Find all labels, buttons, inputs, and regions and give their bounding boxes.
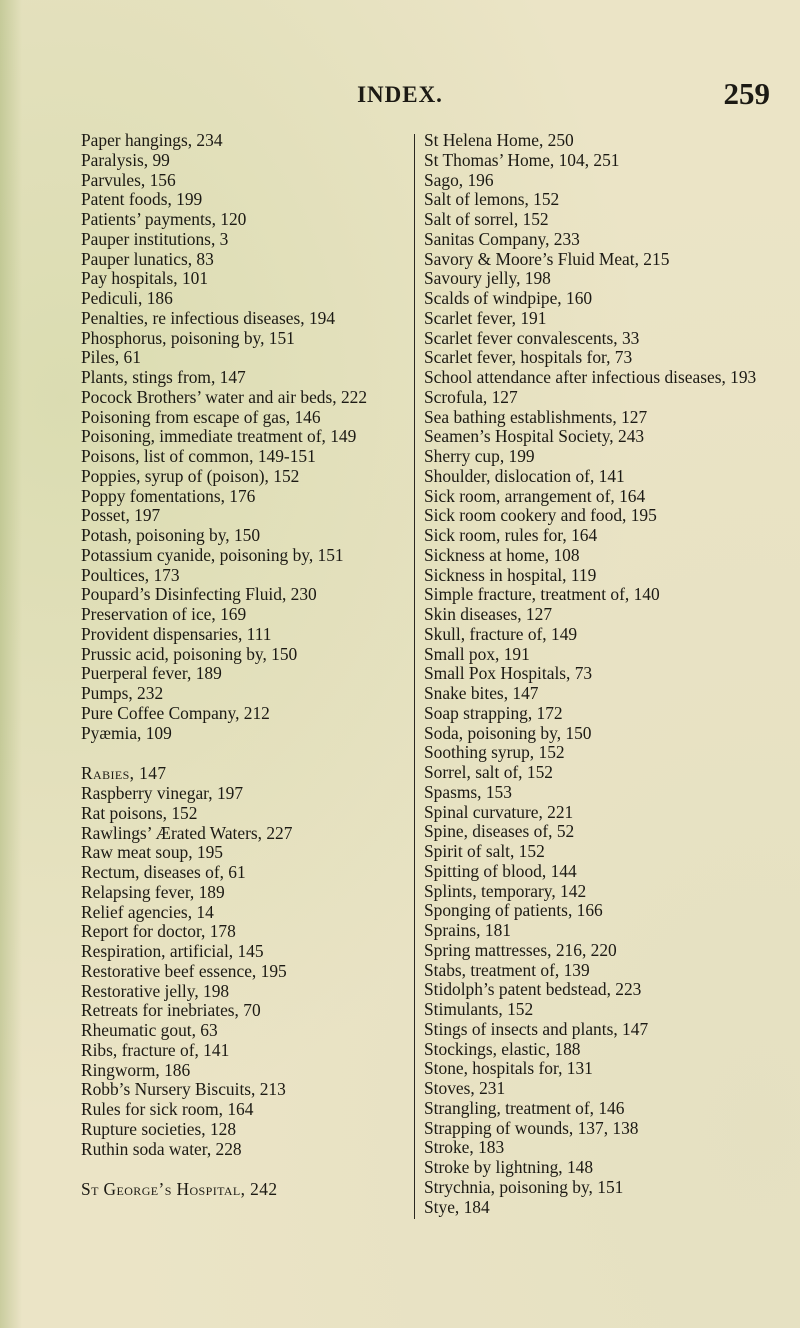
index-entry: Scarlet fever, 191 [424, 307, 547, 328]
index-entry: Pure Coffee Company, 212 [81, 702, 270, 723]
index-entry: Relapsing fever, 189 [81, 881, 225, 902]
index-entry: Potassium cyanide, poisoning by, 151 [81, 544, 344, 565]
index-entry: Pay hospitals, 101 [81, 268, 209, 289]
index-entry: Puerperal fever, 189 [81, 663, 222, 684]
index-entry: Sickness in hospital, 119 [424, 564, 597, 585]
index-entry: Strapping of wounds, 137, 138 [424, 1117, 639, 1138]
index-entry: Sea bathing establishments, 127 [424, 406, 648, 427]
index-entry: Penalties, re infectious diseases, 194 [81, 307, 336, 328]
index-entry: Strychnia, poisoning by, 151 [424, 1176, 624, 1197]
index-entry: Stings of insects and plants, 147 [424, 1018, 649, 1039]
index-entry: Savory & Moore’s Fluid Meat, 215 [424, 248, 670, 269]
index-entry: Poisoning from escape of gas, 146 [81, 406, 321, 427]
index-entry: Salt of lemons, 152 [424, 189, 560, 210]
index-entry: Sponging of patients, 166 [424, 900, 603, 921]
index-entry: Rawlings’ Ærated Waters, 227 [81, 822, 293, 843]
index-entry: Rabies, 147 [81, 763, 167, 784]
index-entry: St Thomas’ Home, 104, 251 [424, 149, 620, 170]
index-entry: Restorative beef essence, 195 [81, 960, 287, 981]
index-entry: Splints, temporary, 142 [424, 880, 587, 901]
index-entry: Stoves, 231 [424, 1078, 506, 1098]
index-entry: Respiration, artificial, 145 [81, 941, 264, 961]
index-entry: Spitting of blood, 144 [424, 860, 577, 881]
index-entry: Stimulants, 152 [424, 999, 534, 1019]
column-divider [414, 134, 415, 1219]
index-entry: Snake bites, 147 [424, 683, 539, 703]
index-entry: Piles, 61 [81, 347, 141, 368]
index-entry: Report for doctor, 178 [81, 921, 236, 942]
index-entry: Stroke by lightning, 148 [424, 1157, 594, 1177]
index-entry: Stidolph’s patent bedstead, 223 [424, 979, 642, 1000]
index-entry: Soap strapping, 172 [424, 702, 563, 723]
page-number: 259 [723, 76, 770, 111]
index-entry: Poultices, 173 [81, 564, 180, 585]
index-entry: Soothing syrup, 152 [424, 742, 565, 763]
index-entry: Stockings, elastic, 188 [424, 1038, 581, 1059]
index-entry: Rectum, diseases of, 61 [81, 862, 246, 882]
index-entry: Strangling, treatment of, 146 [424, 1097, 625, 1118]
index-entry: Spinal curvature, 221 [424, 801, 574, 822]
index-entry: Phosphorus, poisoning by, 151 [81, 327, 295, 348]
page-title: INDEX. [357, 82, 443, 107]
index-entry: Provident dispensaries, 111 [81, 623, 272, 644]
index-entry: Poppy fomentations, 176 [81, 485, 256, 506]
index-entry: Simple fracture, treatment of, 140 [424, 584, 660, 605]
index-entry: Parvules, 156 [81, 169, 176, 190]
index-entry: Sanitas Company, 233 [424, 228, 580, 249]
index-entry: Preservation of ice, 169 [81, 604, 247, 624]
index-entry: Stroke, 183 [424, 1137, 505, 1158]
index-entry: Pocock Brothers’ water and air beds, 222 [81, 386, 368, 407]
index-entry: Robb’s Nursery Biscuits, 213 [81, 1079, 286, 1100]
index-entry: Poppies, syrup of (poison), 152 [81, 465, 300, 486]
index-entry: Ringworm, 186 [81, 1059, 191, 1080]
index-group-r [81, 764, 403, 1159]
index-entry: Sago, 196 [424, 169, 494, 190]
index-entry: Rat poisons, 152 [81, 802, 198, 823]
index-entry: Rules for sick room, 164 [81, 1099, 254, 1119]
index-entry: Skin diseases, 127 [424, 604, 553, 624]
index-entry: Raspberry vinegar, 197 [81, 783, 244, 803]
index-entry: Spasms, 153 [424, 781, 512, 802]
index-entry: Stye, 184 [424, 1196, 490, 1217]
index-entry: Sick room, arrangement of, 164 [424, 485, 646, 506]
index-entry: Small pox, 191 [424, 643, 530, 664]
index-entry: Prussic acid, poisoning by, 150 [81, 643, 298, 664]
right-column [424, 131, 788, 1217]
index-group-st [81, 1180, 403, 1200]
index-entry: Poisons, list of common, 149-151 [81, 446, 316, 466]
index-entry: Sprains, 181 [424, 920, 511, 940]
index-entry: Posset, 197 [81, 505, 161, 526]
index-entry: Spine, diseases of, 52 [424, 821, 575, 842]
index-entry: Ribs, fracture of, 141 [81, 1039, 230, 1060]
index-entry: Sick room cookery and food, 195 [424, 505, 657, 526]
index-entry: Poisoning, immediate treatment of, 149 [81, 426, 357, 447]
index-entry: Sickness at home, 108 [424, 544, 580, 565]
index-entry: Ruthin soda water, 228 [81, 1138, 242, 1159]
group-spacer [81, 743, 403, 764]
index-entry: Salt of sorrel, 152 [424, 209, 549, 229]
index-entry: St Helena Home, 250 [424, 130, 574, 150]
index-entry: St George’s Hospital, 242 [81, 1179, 278, 1200]
index-entry: Sherry cup, 199 [424, 446, 535, 466]
index-entry: Sorrel, salt of, 152 [424, 762, 553, 782]
index-entry: Pauper lunatics, 83 [81, 248, 214, 269]
index-entry: Pauper institutions, 3 [81, 228, 229, 249]
index-entry: Plants, stings from, 147 [81, 367, 246, 387]
index-entry: Relief agencies, 14 [81, 901, 214, 922]
index-entry: Stone, hospitals for, 131 [424, 1058, 593, 1079]
index-entry: Retreats for inebriates, 70 [81, 1000, 261, 1021]
index-entry: Pediculi, 186 [81, 288, 173, 308]
index-entry: Scarlet fever convalescents, 33 [424, 327, 640, 348]
index-entry: Soda, poisoning by, 150 [424, 722, 592, 743]
index-entry: Spirit of salt, 152 [424, 841, 545, 861]
group-spacer [81, 1159, 403, 1180]
index-entry: Patent foods, 199 [81, 189, 203, 210]
left-column [81, 131, 403, 1200]
index-entry: Restorative jelly, 198 [81, 980, 230, 1001]
index-entry: Poupard’s Disinfecting Fluid, 230 [81, 584, 317, 605]
index-entry: Pumps, 232 [81, 683, 164, 703]
index-group-p [81, 131, 403, 743]
index-entry: Scalds of windpipe, 160 [424, 288, 593, 308]
index-entry: School attendance after infectious diseases, 193 [424, 367, 757, 387]
index-entry: Rheumatic gout, 63 [81, 1020, 218, 1040]
index-group-s [424, 131, 788, 1217]
index-entry: Skull, fracture of, 149 [424, 623, 578, 644]
index-entry: Shoulder, dislocation of, 141 [424, 465, 625, 486]
index-entry: Raw meat soup, 195 [81, 842, 224, 863]
index-entry: Paper hangings, 234 [81, 130, 223, 150]
index-entry: Scarlet fever, hospitals for, 73 [424, 347, 633, 368]
index-entry: Pyæmia, 109 [81, 722, 172, 743]
index-entry: Rupture societies, 128 [81, 1118, 237, 1139]
index-entry: Seamen’s Hospital Society, 243 [424, 426, 645, 447]
page-edge-shading [0, 0, 22, 1328]
index-entry: Savoury jelly, 198 [424, 268, 551, 289]
index-entry: Small Pox Hospitals, 73 [424, 663, 593, 684]
index-entry: Scrofula, 127 [424, 386, 518, 407]
index-entry: Paralysis, 99 [81, 149, 170, 170]
index-entry: Spring mattresses, 216, 220 [424, 939, 617, 960]
index-entry: Potash, poisoning by, 150 [81, 525, 261, 545]
index-entry: Stabs, treatment of, 139 [424, 959, 590, 980]
index-entry: Sick room, rules for, 164 [424, 525, 598, 545]
index-entry: Patients’ payments, 120 [81, 209, 247, 229]
